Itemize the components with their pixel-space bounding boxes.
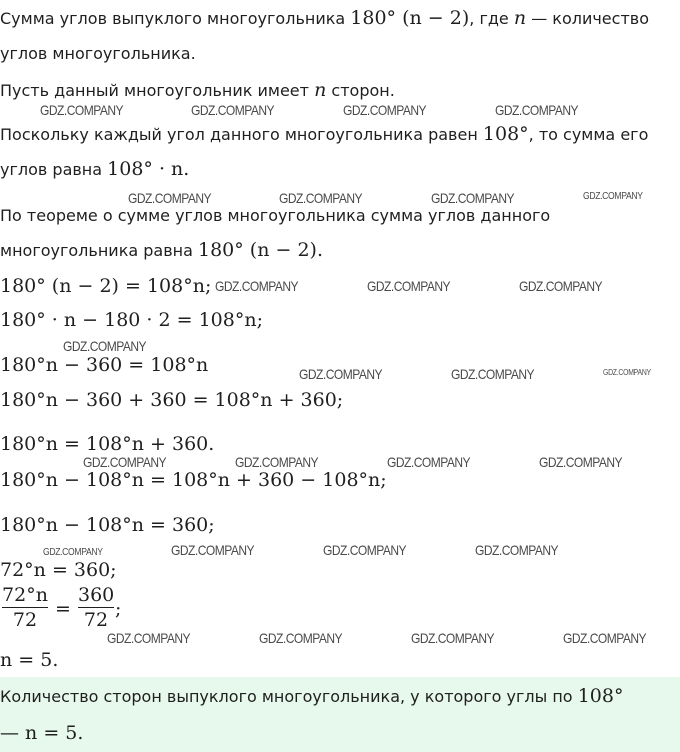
watermark: GDZ.COMPANY [43,547,103,558]
text-line: Пусть данный многоугольник имеет n сторон. [0,79,395,101]
answer-line: — n = 5. [0,722,84,744]
watermark: GDZ.COMPANY [519,278,603,294]
watermark: GDZ.COMPANY [83,454,167,470]
watermark: GDZ.COMPANY [235,454,319,470]
equation: 180°n − 108°n = 360; [0,514,215,536]
watermark: GDZ.COMPANY [411,630,495,646]
equation: 180° (n − 2) = 108°n; [0,275,212,297]
text-line: многоугольника равна 180° (n − 2). [0,239,323,261]
answer-block [0,677,680,752]
watermark: GDZ.COMPANY [128,190,212,206]
watermark: GDZ.COMPANY [539,454,623,470]
watermark: GDZ.COMPANY [40,102,124,118]
text-line: Сумма углов выпуклого многоугольника 180° (n − 2), где n — количество [0,7,649,29]
text-line: углов равна 108° · n. [0,158,190,180]
fraction-bar [78,607,114,608]
equation: 180° · n − 180 · 2 = 108°n; [0,309,263,331]
equation-end: ; [115,598,122,620]
watermark: GDZ.COMPANY [387,454,471,470]
watermark: GDZ.COMPANY [367,278,451,294]
equation: 180°n − 360 = 108°n [0,354,209,376]
watermark: GDZ.COMPANY [107,630,191,646]
watermark: GDZ.COMPANY [299,366,383,382]
watermark: GDZ.COMPANY [603,368,651,377]
watermark: GDZ.COMPANY [563,630,647,646]
equation-sign: = [55,598,71,620]
equation: 180°n = 108°n + 360. [0,433,215,455]
equation: 180°n − 360 + 360 = 108°n + 360; [0,389,344,411]
watermark: GDZ.COMPANY [343,102,427,118]
watermark: GDZ.COMPANY [323,542,407,558]
equation: 180°n − 108°n = 108°n + 360 − 108°n; [0,469,387,491]
fraction-right: 360 72 [78,584,115,631]
watermark: GDZ.COMPANY [63,338,147,354]
watermark: GDZ.COMPANY [279,190,363,206]
watermark: GDZ.COMPANY [451,366,535,382]
watermark: GDZ.COMPANY [431,190,515,206]
text-line: Поскольку каждый угол данного многоугольника равен 108°, то сумма его [0,123,649,145]
answer-line: Количество сторон выпуклого многоугольника, у которого углы по 108° [0,685,624,707]
watermark: GDZ.COMPANY [475,542,559,558]
equation: 72°n = 360; [0,559,117,581]
watermark: GDZ.COMPANY [191,102,275,118]
text-line: По теореме о сумме углов многоугольника сумма углов данного [0,206,551,225]
watermark: GDZ.COMPANY [259,630,343,646]
fraction-bar [2,607,48,608]
watermark: GDZ.COMPANY [583,191,643,202]
watermark: GDZ.COMPANY [495,102,579,118]
text-line: углов многоугольника. [0,44,196,63]
fraction-left: 72°n 72 [2,584,48,631]
equation: n = 5. [0,649,59,671]
watermark: GDZ.COMPANY [215,278,299,294]
watermark: GDZ.COMPANY [171,542,255,558]
